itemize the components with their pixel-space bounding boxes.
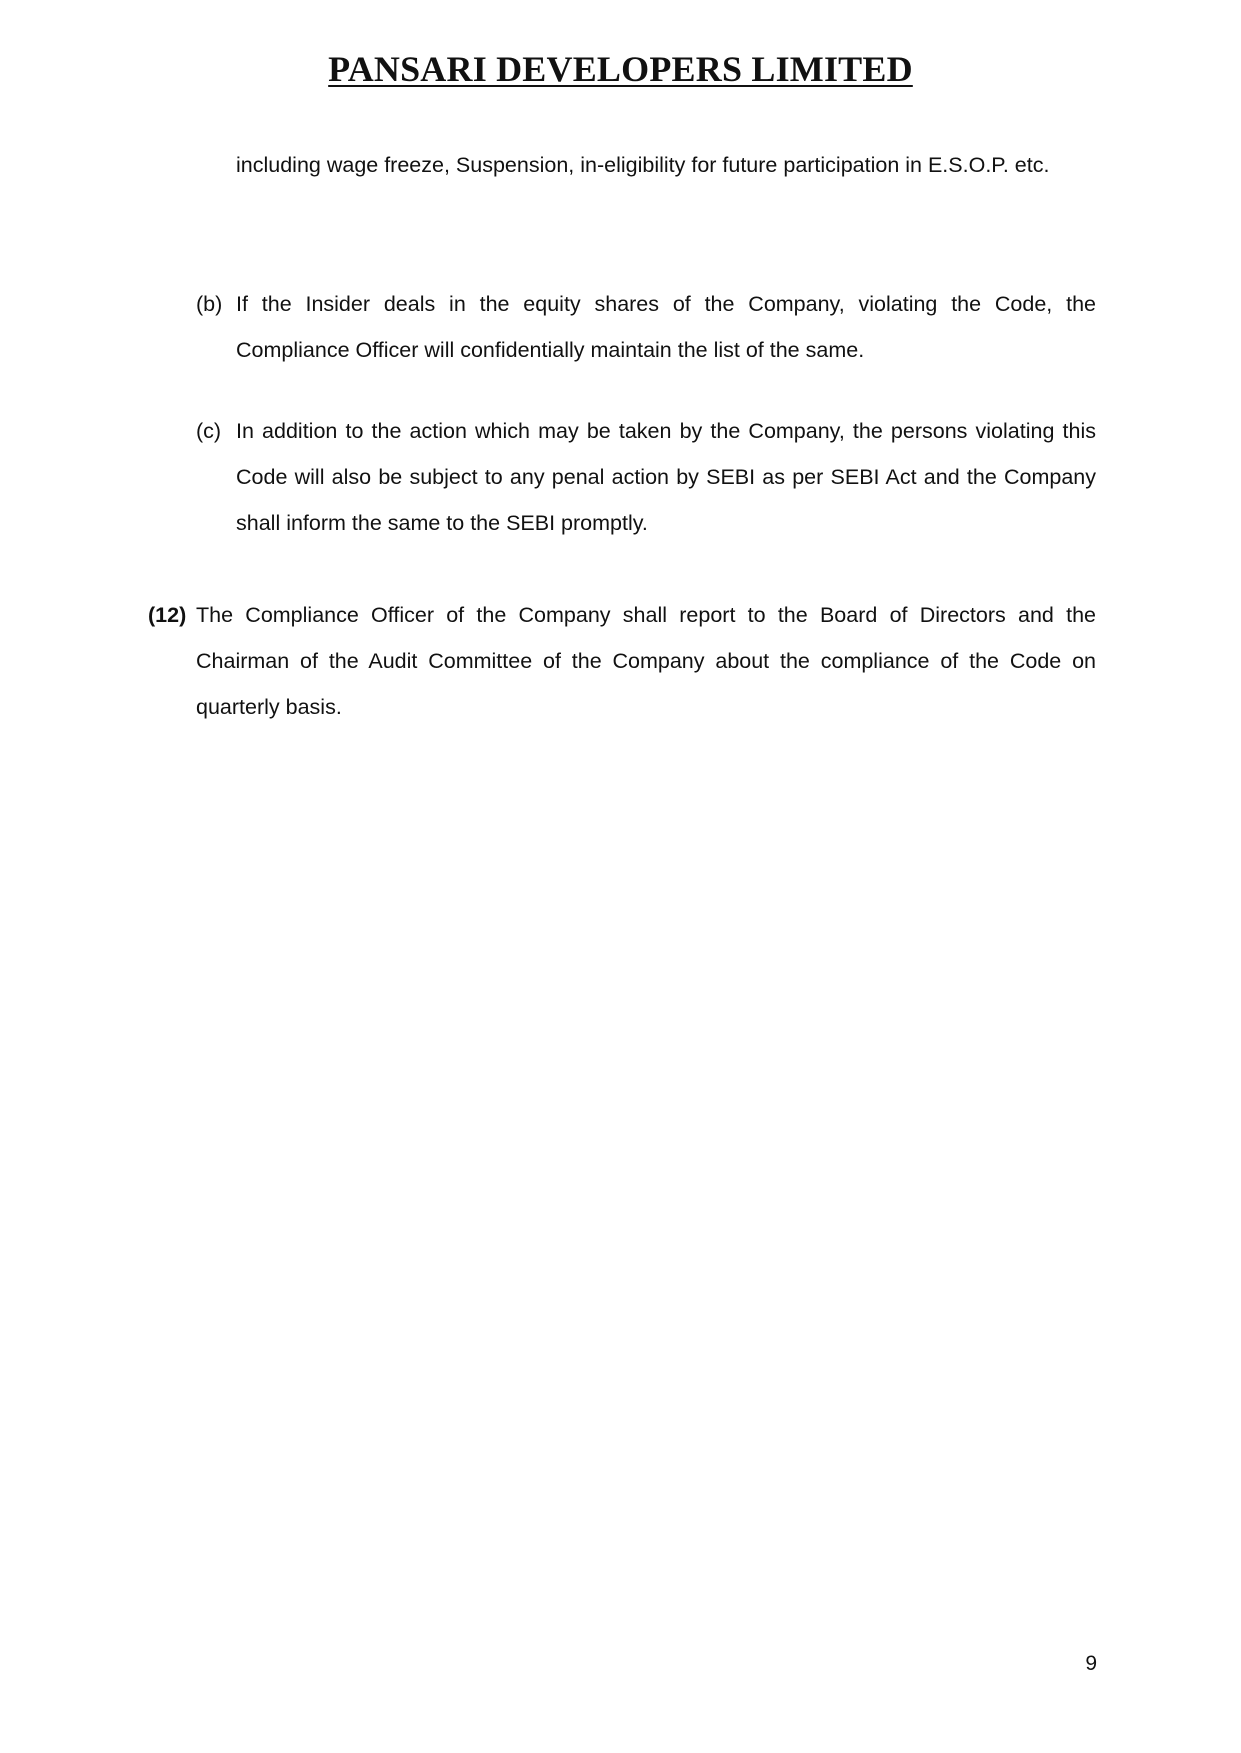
clause-text: The Compliance Officer of the Company shall report to the Board of Directors and the Chairman of the Audit Committee of the Company about the compliance of the Code on quarterly basis. [196,603,1096,719]
clause-12 [148,592,1096,730]
continuation-paragraph: including wage freeze, Suspension, in-eligibility for future participation in E.S.O.P. etc. [236,153,1050,177]
list-item-text: If the Insider deals in the equity shares of the Company, violating the Code, the Compliance Officer will confidentially maintain the list of the same. [236,292,1096,362]
list-item-text: In addition to the action which may be taken by the Company, the persons violating this Code will also be subject to any penal action by SEBI as per SEBI Act and the Company shall inform the same to the SEBI promptly. [236,419,1096,535]
list-item-marker: (c) [196,419,222,443]
list-item-marker: (b) [196,292,223,316]
list-item-c [196,408,1096,546]
clause-number: (12) [148,603,187,627]
list-item-b [196,281,1096,373]
company-title: PANSARI DEVELOPERS LIMITED [328,49,913,89]
page-number: 9 [1085,1652,1097,1675]
